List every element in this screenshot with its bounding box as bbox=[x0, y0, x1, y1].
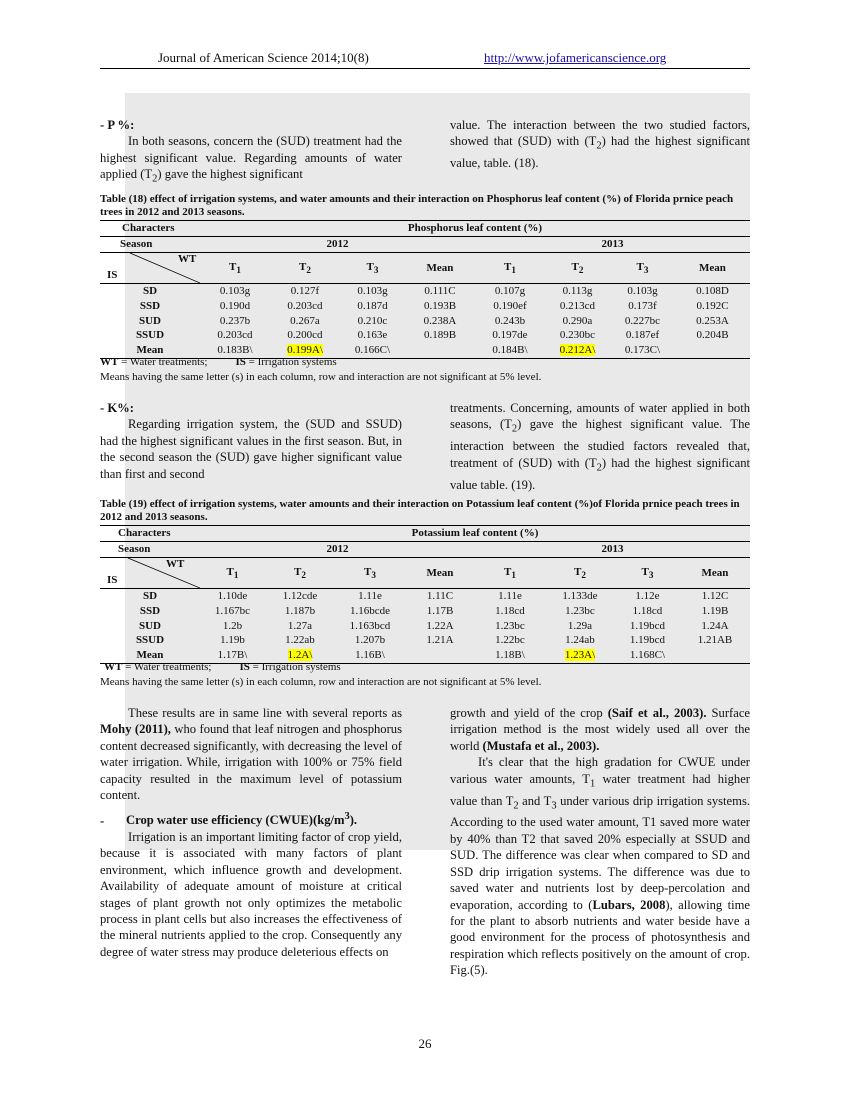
cell: 0.163e bbox=[357, 329, 388, 342]
col-t2: $T_2$ bbox=[265, 557, 335, 588]
cell: 1.19bcd bbox=[629, 619, 666, 632]
table19-note-abbrev: WT = Water treatments; IS = Irrigation systems bbox=[104, 661, 341, 673]
highlighted-cell: 0.199A\ bbox=[287, 344, 323, 357]
table-row bbox=[100, 633, 750, 648]
row-label: SD bbox=[100, 588, 200, 603]
cell: 0.190d bbox=[219, 299, 251, 312]
citation-mustafa: (Mustafa et al., 2003). bbox=[482, 738, 600, 753]
col-t1: $T_1$ bbox=[200, 557, 265, 588]
cell: 0.173f bbox=[628, 299, 657, 312]
cell: 0.108D bbox=[675, 283, 750, 298]
year-2012: 2012 bbox=[200, 236, 475, 252]
cwue-heading-end: ). bbox=[349, 813, 358, 828]
row-label: SSUD bbox=[135, 329, 165, 342]
cell: 1.11e bbox=[335, 588, 405, 603]
highlighted-cell: 0.212A\ bbox=[559, 344, 596, 357]
row-label: SUD bbox=[138, 619, 161, 632]
table-title: Potassium leaf content (%) bbox=[200, 526, 750, 542]
bottom-right-column bbox=[450, 705, 750, 979]
cell: 0.113g bbox=[545, 283, 610, 298]
col-mean: Mean bbox=[675, 252, 750, 283]
cell: 1.16B\ bbox=[335, 648, 405, 663]
col-t2: $T_2$ bbox=[545, 252, 610, 283]
cell: 1.24ab bbox=[565, 634, 595, 647]
cell: 0.193B bbox=[423, 299, 457, 312]
p-right-text: value. The interaction between the two studied factors, showed that (SUD) with (T bbox=[450, 118, 750, 149]
cell: 1.24A bbox=[701, 619, 729, 632]
table-title: Phosphorus leaf content (%) bbox=[200, 221, 750, 237]
k-right-b: ) gave the highest significant value. The interaction between the studied factors revealed that, treatment of (SUD) with (T bbox=[450, 417, 750, 470]
k-section-left bbox=[100, 400, 402, 482]
cell: 1.2b bbox=[222, 619, 243, 632]
table18-caption: Table (18) effect of irrigation systems, and water amounts and their interaction on Phosphorus leaf content (%) of Florida prnice peach trees in 2012 and 2013 seasons. bbox=[100, 193, 734, 218]
characters-label: Characters bbox=[100, 221, 200, 237]
cell: 1.167bc bbox=[214, 604, 251, 617]
k-section-right bbox=[450, 400, 750, 493]
bl-text: These results are in same line with several reports as bbox=[128, 706, 402, 720]
cell: 1.22A bbox=[426, 619, 454, 632]
cell: 0.103g bbox=[200, 283, 270, 298]
bullet-dash: - bbox=[100, 813, 105, 828]
header-divider bbox=[100, 68, 750, 69]
cell: 1.11e bbox=[475, 588, 545, 603]
cell: 0.227bc bbox=[624, 314, 661, 327]
br-text: and T bbox=[518, 793, 552, 808]
cell: 1.22bc bbox=[495, 634, 525, 647]
characters-label: Characters bbox=[100, 526, 200, 542]
col-t1: $T_1$ bbox=[200, 252, 270, 283]
table-row bbox=[100, 618, 750, 633]
row-label: Mean bbox=[100, 648, 200, 663]
cell: 0.103g bbox=[340, 283, 405, 298]
table19-note-significance: Means having the same letter (s) in each column, row and interaction are not significant at 5% level. bbox=[100, 676, 542, 688]
cell: 0.111C bbox=[405, 283, 475, 298]
cell: 1.23bc bbox=[565, 604, 595, 617]
cell: 0.204B bbox=[696, 329, 729, 342]
col-t3: $T_3$ bbox=[340, 252, 405, 283]
citation-saif: (Saif et al., 2003). bbox=[607, 706, 707, 720]
col-mean: Mean bbox=[680, 557, 750, 588]
journal-url-link[interactable]: http://www.jofamericanscience.org bbox=[484, 50, 667, 65]
cell: 0.210c bbox=[357, 314, 388, 327]
cell: 0.253A bbox=[696, 314, 729, 327]
cell: 0.197de bbox=[492, 329, 528, 342]
cell: 0.203cd bbox=[287, 299, 323, 312]
highlighted-cell: 1.23A\ bbox=[564, 649, 596, 662]
br-text: growth and yield of the crop bbox=[450, 706, 608, 720]
br-text: under various drip irrigation systems. According to the used water amount, T1 saved more water by 40% than T2 that saved 20% especially at SSUD and SUD. The difference was clear when compared to SD and SSD drip irrigation systems. The difference was due to saved water and nutrients lost by deep-percolation and evaporation, according to ( bbox=[450, 793, 750, 912]
season-label: Season bbox=[100, 236, 200, 252]
bl-paragraph2: Irrigation is an important limiting factor of crop yield, because it is associated with many factors of plant environment, which influence growth and development. Availability of adequate amount of moisture at critical stages of plant growth not only optimizes the metabolic process in plant cells but also increases the effectiveness of the mineral nutrients applied to the crop. Consequently any degree of water stress may produce deleterious effects on bbox=[100, 830, 402, 959]
cell: 0.103g bbox=[610, 283, 675, 298]
cell bbox=[405, 343, 475, 358]
cwue-heading-text: Crop water use efficiency (CWUE)(kg/m bbox=[126, 813, 345, 828]
page-number: 26 bbox=[418, 1036, 432, 1051]
year-2012: 2012 bbox=[200, 541, 475, 557]
season-label: Season bbox=[100, 541, 200, 557]
col-mean: Mean bbox=[405, 557, 475, 588]
p-right-text-end: ) had the highest significant value, table. (18). bbox=[450, 134, 750, 171]
table19 bbox=[100, 525, 750, 664]
cell: 0.230bc bbox=[559, 329, 596, 342]
k-right-a: treatments. Concerning, amounts of water applied in both seasons, (T bbox=[450, 401, 750, 432]
table-row bbox=[100, 603, 750, 618]
cell: 1.11C bbox=[405, 588, 475, 603]
br-text: Surface irrigation method is the most widely used all over the world bbox=[450, 706, 751, 753]
cell bbox=[680, 648, 750, 663]
table19-caption: Table (19) effect of irrigation systems, water amounts and their interaction on Potassium leaf content (%)of Florida prnice peach trees in 2012 and 2013 seasons. bbox=[100, 498, 740, 523]
cell: 1.19B bbox=[701, 604, 729, 617]
cell: 1.27a bbox=[287, 619, 313, 632]
cell: 0.238A bbox=[423, 314, 457, 327]
wt-label: WT bbox=[166, 557, 185, 570]
diagonal-header-cell bbox=[100, 252, 200, 283]
br-text: water treatment had higher value than T bbox=[450, 771, 750, 808]
cell bbox=[405, 648, 475, 663]
cell: 0.187ef bbox=[625, 329, 660, 342]
cell: 1.12e bbox=[615, 588, 680, 603]
citation-lubars: Lubars, 2008 bbox=[592, 897, 666, 912]
k-heading: - K%: bbox=[100, 401, 134, 415]
year-2013: 2013 bbox=[475, 541, 750, 557]
row-label: Mean bbox=[100, 343, 200, 358]
col-t1: $T_1$ bbox=[475, 252, 545, 283]
table18-note-abbrev: WT = Water treatments; IS = Irrigation systems bbox=[100, 356, 337, 368]
table18-note-significance: Means having the same letter (s) in each column, row and interaction are not significant at 5% level. bbox=[100, 371, 542, 383]
col-t3: $T_3$ bbox=[615, 557, 680, 588]
cell: 1.163bcd bbox=[349, 619, 391, 632]
table18 bbox=[100, 220, 750, 359]
subscript: 1 bbox=[589, 778, 596, 790]
row-label: SSUD bbox=[135, 634, 165, 647]
cell: 0.243b bbox=[494, 314, 526, 327]
cell: 1.168C\ bbox=[615, 648, 680, 663]
cell: 0.200cd bbox=[287, 329, 323, 342]
cell: 0.190ef bbox=[493, 299, 527, 312]
highlighted-cell: 1.2A\ bbox=[287, 649, 313, 662]
cell: 1.16bcde bbox=[349, 604, 390, 617]
cell: 0.173C\ bbox=[610, 343, 675, 358]
col-t3: $T_3$ bbox=[335, 557, 405, 588]
citation-mohy: Mohy (2011), bbox=[100, 722, 171, 737]
cell: 0.213cd bbox=[559, 299, 596, 312]
cell: 0.166C\ bbox=[340, 343, 405, 358]
table-row bbox=[100, 298, 750, 313]
row-label: SSD bbox=[139, 299, 161, 312]
table-row bbox=[100, 283, 750, 298]
cell: 1.207b bbox=[354, 634, 386, 647]
subscript: 3 bbox=[551, 800, 557, 812]
cell: 1.19b bbox=[220, 634, 245, 647]
cell: 1.21AB bbox=[697, 634, 733, 647]
table-row bbox=[100, 328, 750, 343]
year-2013: 2013 bbox=[475, 236, 750, 252]
cell: 0.290a bbox=[562, 314, 593, 327]
table-row bbox=[100, 588, 750, 603]
col-mean: Mean bbox=[405, 252, 475, 283]
cell: 0.192C bbox=[696, 299, 729, 312]
cell: 1.10de bbox=[200, 588, 265, 603]
row-label: SUD bbox=[138, 314, 161, 327]
cell: 1.17B bbox=[426, 604, 454, 617]
row-label: SSD bbox=[139, 604, 161, 617]
subscript: 2 bbox=[511, 423, 518, 435]
cell: 0.237b bbox=[219, 314, 251, 327]
row-label: SD bbox=[100, 283, 200, 298]
col-t3: $T_3$ bbox=[610, 252, 675, 283]
is-label: IS bbox=[107, 268, 118, 281]
cell: 1.29a bbox=[567, 619, 593, 632]
cell: 1.23bc bbox=[495, 619, 525, 632]
journal-title: Journal of American Science 2014;10(8) bbox=[158, 50, 369, 65]
subscript: 2 bbox=[596, 140, 602, 152]
cell: 1.18B\ bbox=[475, 648, 545, 663]
cell: 0.184B\ bbox=[475, 343, 545, 358]
is-label: IS bbox=[107, 573, 118, 586]
p-left-text-end: ) gave the highest significant bbox=[157, 167, 303, 182]
cell bbox=[675, 343, 750, 358]
superscript: 3 bbox=[344, 811, 350, 823]
subscript: 2 bbox=[513, 800, 519, 812]
cell: 0.127f bbox=[270, 283, 340, 298]
col-t1: $T_1$ bbox=[475, 557, 545, 588]
cell: 0.183B\ bbox=[200, 343, 270, 358]
bottom-left-column bbox=[100, 705, 402, 960]
p-left-text: In both seasons, concern the (SUD) treatment had the highest significant value. Regarding amounts of water applied (T bbox=[100, 134, 402, 182]
subscript: 2 bbox=[152, 173, 158, 185]
cell: 1.17B\ bbox=[200, 648, 265, 663]
k-left-text: Regarding irrigation system, the (SUD and SSUD) had the highest significant values in the first season. But, in the second season the (SUD) gave higher significant value than first and second bbox=[100, 417, 402, 481]
table-row bbox=[100, 313, 750, 328]
cell: 0.107g bbox=[475, 283, 545, 298]
cell: 1.18cd bbox=[632, 604, 663, 617]
subscript: 2 bbox=[596, 462, 602, 474]
bl-text: who found that leaf nitrogen and phosphorus content decreased significantly, with decreasing the level of water irrigation. While, irrigation with 100% or 75% field capacity resulted in the maximum level of potassium content. bbox=[100, 722, 403, 803]
cell: 1.22ab bbox=[285, 634, 315, 647]
cell: 0.187d bbox=[357, 299, 388, 312]
br-text: It's clear that the high gradation for CWUE under various water amounts, T bbox=[450, 755, 750, 786]
cell: 1.18cd bbox=[495, 604, 525, 617]
cell: 1.133de bbox=[545, 588, 615, 603]
cell: 1.187b bbox=[284, 604, 316, 617]
p-heading: - P %: bbox=[100, 118, 135, 132]
cwue-heading bbox=[100, 809, 402, 829]
cell: 0.267a bbox=[290, 314, 320, 327]
cell: 1.12C bbox=[680, 588, 750, 603]
cell: 1.12cde bbox=[265, 588, 335, 603]
col-t2: $T_2$ bbox=[545, 557, 615, 588]
diagonal-header-cell bbox=[100, 557, 200, 588]
cell: 0.189B bbox=[423, 329, 457, 342]
wt-label: WT bbox=[178, 252, 197, 265]
col-t2: $T_2$ bbox=[270, 252, 340, 283]
cell: 0.203cd bbox=[217, 329, 253, 342]
cell: 1.19bcd bbox=[629, 634, 666, 647]
k-right-c: ) had the highest significant value table. (19). bbox=[450, 455, 750, 492]
cell: 1.21A bbox=[426, 634, 454, 647]
br-text: ), allowing time for the plant to absorb nutrients and water beside have a good environment for the process of photosynthesis and respiration which reflects positively on the amount of crop. Fig.(5). bbox=[450, 897, 750, 978]
p-section-right bbox=[450, 117, 750, 172]
p-section-left bbox=[100, 117, 402, 188]
